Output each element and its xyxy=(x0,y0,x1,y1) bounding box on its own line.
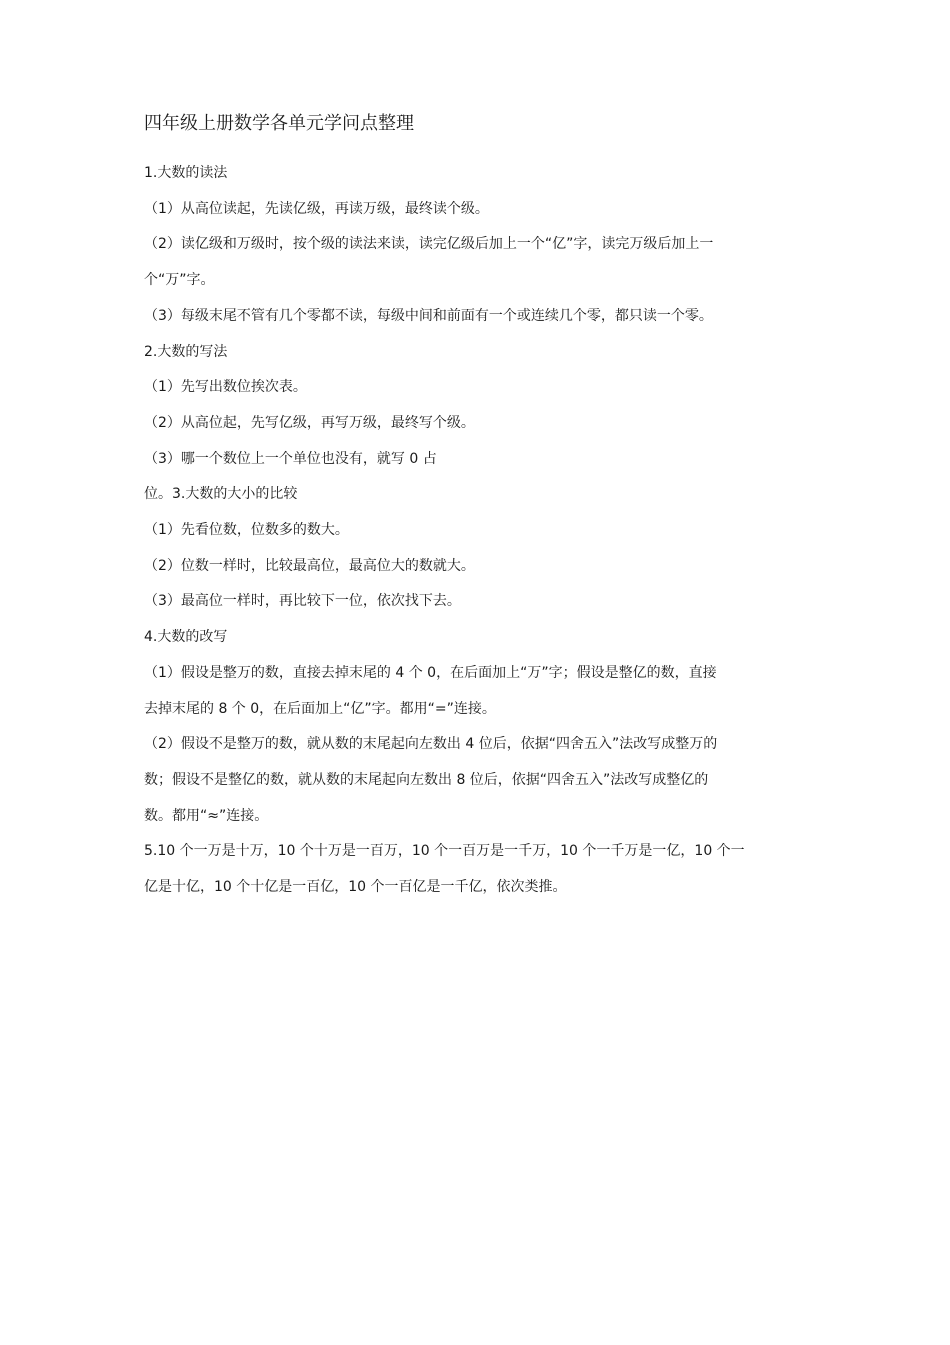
paragraph-line: （3）哪一个数位上一个单位也没有，就写 0 占 xyxy=(144,450,437,467)
paragraph-line: （2）从高位起，先写亿级，再写万级，最终写个级。 xyxy=(144,414,475,431)
section-heading-comparison: 位。3.大数的大小的比较 xyxy=(144,486,298,503)
document-title: 四年级上册数学各单元学问点整理 xyxy=(144,113,414,134)
paragraph-line: （2）假设不是整万的数，就从数的末尾起向左数出 4 位后，依据“四舍五入”法改写成整万的 xyxy=(144,736,718,753)
paragraph-line: 亿是十亿，10 个十亿是一百亿，10 个一百亿是一千亿，依次类推。 xyxy=(144,879,567,896)
paragraph-line: （3）每级末尾不管有几个零都不读，每级中间和前面有一个或连续几个零，都只读一个零。 xyxy=(144,307,713,324)
paragraph-line: （2）读亿级和万级时，按个级的读法来读，读完亿级后加上一个“亿”字，读完万级后加上一 xyxy=(144,236,714,253)
document-body xyxy=(144,110,814,906)
paragraph-line: （1）假设是整万的数，直接去掉末尾的 4 个 0，在后面加上“万”字；假设是整亿的数，直接 xyxy=(144,664,717,681)
paragraph-line: 个“万”字。 xyxy=(144,272,215,289)
paragraph-line: 数；假设不是整亿的数，就从数的末尾起向左数出 8 位后，依据“四舍五入”法改写成整亿的 xyxy=(144,771,709,788)
paragraph-line: （2）位数一样时，比较最高位，最高位大的数就大。 xyxy=(144,557,475,574)
paragraph-line: 去掉末尾的 8 个 0，在后面加上“亿”字。都用“=”连接。 xyxy=(144,700,496,717)
paragraph-line: 数。都用“≈”连接。 xyxy=(144,807,269,824)
section-heading-writing: 2.大数的写法 xyxy=(144,343,228,360)
paragraph-line: （1）先写出数位挨次表。 xyxy=(144,379,307,396)
section-heading-reading: 1.大数的读法 xyxy=(144,165,228,181)
section-heading-rewriting: 4.大数的改写 xyxy=(144,629,228,646)
section-heading-units: 5.10 个一万是十万，10 个十万是一百万，10 个一百万是一千万，10 个一千万是一亿，10 个一 xyxy=(144,843,745,860)
paragraph-line: （1）先看位数，位数多的数大。 xyxy=(144,522,349,539)
paragraph-line: （1）从高位读起，先读亿级，再读万级，最终读个级。 xyxy=(144,200,489,217)
paragraph-line: （3）最高位一样时，再比较下一位，依次找下去。 xyxy=(144,593,461,610)
